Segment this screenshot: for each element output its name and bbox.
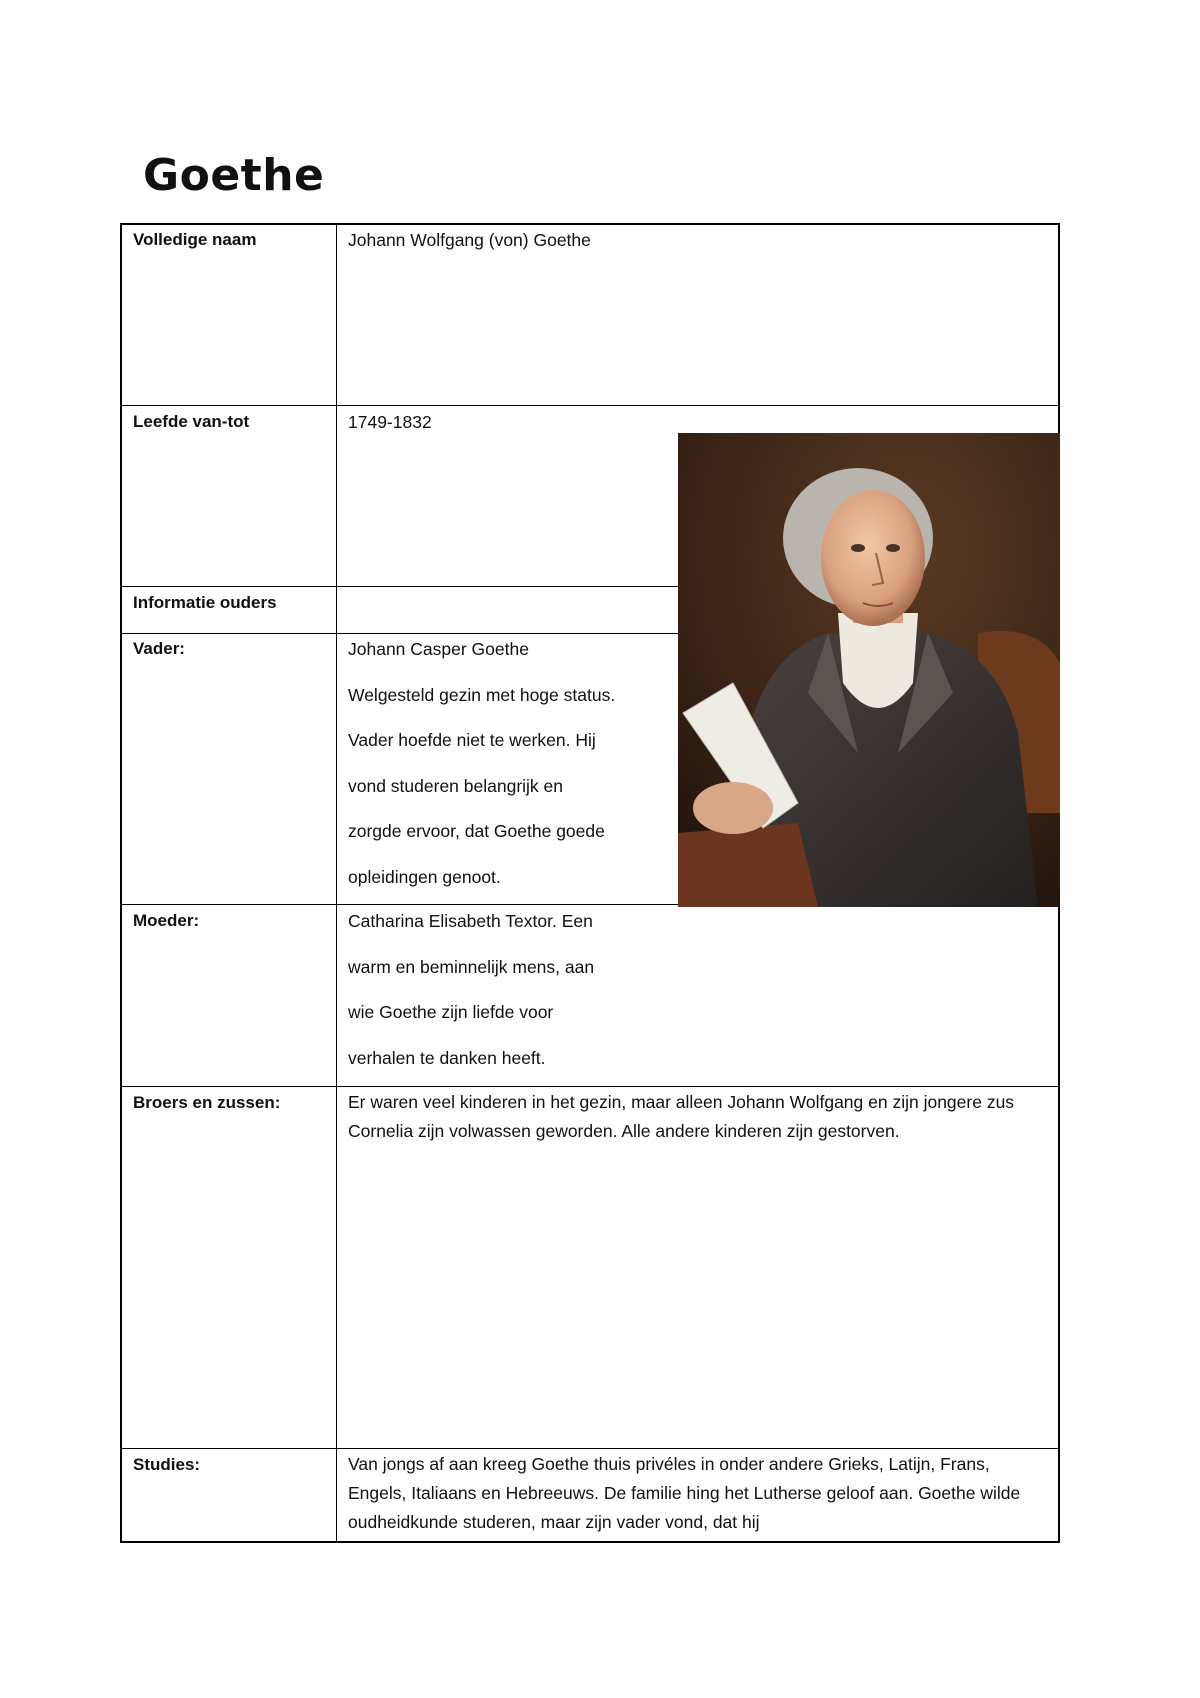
siblings-label: Broers en zussen: xyxy=(133,1093,281,1112)
father-line: opleidingen genoot. xyxy=(348,866,501,887)
studies-value: Van jongs af aan kreeg Goethe thuis privéles in onder andere Grieks, Latijn, Frans, Engels, Italiaans en Hebreeuws. De familie hing het Lutherse geloof aan. Goethe wilde oudheidkunde studeren, maar zijn vader vond, dat hij xyxy=(348,1454,1021,1532)
father-line: Welgesteld gezin met hoge status. xyxy=(348,684,616,705)
page-title: Goethe xyxy=(143,150,325,201)
father-line: vond studeren belangrijk en xyxy=(348,775,564,796)
eye-right xyxy=(886,544,900,552)
father-label: Vader: xyxy=(133,639,185,658)
siblings-value: Er waren veel kinderen in het gezin, maar alleen Johann Wolfgang en zijn jongere zus Cornelia zijn volwassen geworden. Alle andere kinderen zijn gestorven. xyxy=(348,1092,1015,1141)
row-divider xyxy=(120,1448,1060,1449)
full-name-label: Volledige naam xyxy=(133,230,257,249)
studies-label: Studies: xyxy=(133,1455,201,1474)
lived-value: 1749-1832 xyxy=(348,412,432,432)
row-divider xyxy=(120,633,680,634)
full-name-value: Johann Wolfgang (von) Goethe xyxy=(348,230,591,250)
father-line: Johann Casper Goethe xyxy=(348,639,529,659)
eye-left xyxy=(851,544,865,552)
mother-line: warm en beminnelijk mens, aan xyxy=(348,956,595,977)
mother-line: Catharina Elisabeth Textor. Een xyxy=(348,911,593,931)
hand-shape xyxy=(693,782,773,834)
lived-label: Leefde van-tot xyxy=(133,412,250,431)
father-text xyxy=(348,638,615,911)
row-divider xyxy=(120,405,1060,406)
table-shape xyxy=(678,823,818,907)
mother-text xyxy=(348,910,594,1092)
father-line: Vader hoefde niet te werken. Hij xyxy=(348,730,596,750)
father-line: zorgde ervoor, dat Goethe goede xyxy=(348,821,605,841)
parents-info-label: Informatie ouders xyxy=(133,593,277,612)
profile-table xyxy=(120,223,1060,1543)
mother-line: wie Goethe zijn liefde voor xyxy=(348,1002,554,1022)
mother-label: Moeder: xyxy=(133,911,200,930)
row-divider xyxy=(120,586,680,587)
mother-line: verhalen te danken heeft. xyxy=(348,1047,546,1068)
column-divider xyxy=(336,223,337,1543)
goethe-portrait-image xyxy=(678,433,1060,907)
